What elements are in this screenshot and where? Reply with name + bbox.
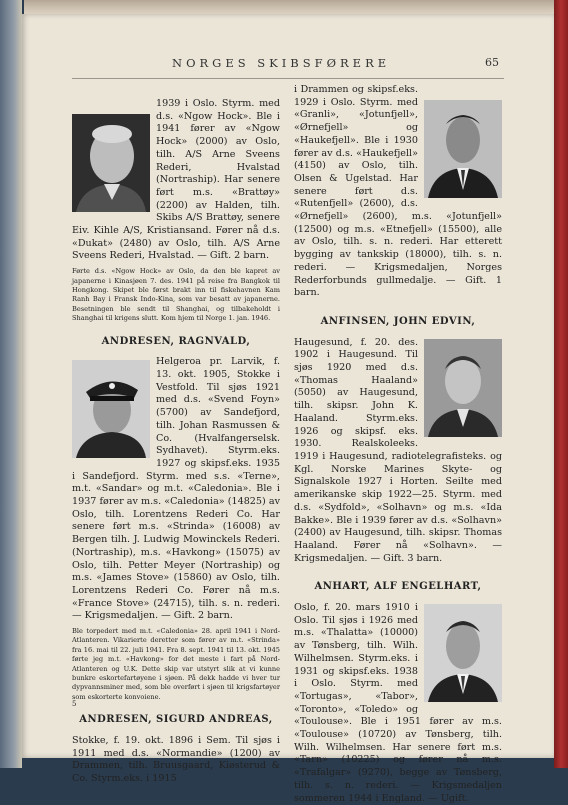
right-column	[294, 84, 502, 805]
entry-name-heading: ANDRESEN, SIGURD ANDREAS,	[79, 714, 273, 726]
entry-text: i Drammen og skipsf.eks. 1929 i Oslo. Styrm. med «Granli», «Jotunfjell», «Ørnefjell» og «Haukefjell». Ble i 1930 fører av d.s. «Haukefjell» (4150) av Oslo, tilh. Olsen & Ugelstad. Har senere ført d.s. «Rutenfjell» (2600), d.s. «Ørnefjell» (2600), m.s. «Jotunfjell» (12500) og m.s. «Etnefjell» (15500), alle av Oslo, tilh. s. n. rederi. Har etterett bygging av tankskip (18000), tilh. s. n. rederi. — Krigsmedaljen, Norges Rederforbunds gullmedalje. — Gift. 1 barn.	[294, 84, 502, 299]
left-column	[72, 84, 280, 786]
entry-anfinsen-john	[294, 337, 502, 566]
entry-name-heading: ANDRESEN, RAGNVALD,	[101, 335, 251, 347]
header-rule	[72, 78, 504, 79]
entry-andresen-ragnvald	[72, 356, 280, 702]
header-title: NORGES SKIBSFØRERE	[172, 56, 391, 70]
portrait-man-3-icon	[424, 339, 502, 437]
portrait-photo	[424, 604, 502, 702]
entry-text: Oslo, f. 20. mars 1910 i Oslo. Til sjøs i 1926 med m.s. «Thalatta» (10000) av Tønsberg, tilh. Wilh. Wilhelmsen. Styrm.eks. i 1931 og skipsf.eks. 1938 i Oslo. Styrm. med «Tortugas», «Tabor», «Toronto», «Toledo» og «Toulouse». Ble i 1951 fører av m.s. «Toulouse» (10720) av Tønsberg, tilh. Wilh. Wilhelmsen. Har senere ført m.s. «Tarn» (10225) og fører nå m.s. «Trafalgar» (9270), begge av Tønsberg, tilh. s. n. rederi. — Krigsmedaljen sommeren 1944 i England. — Ugift.	[294, 602, 502, 804]
portrait-man-2-icon	[424, 100, 502, 198]
entry-anhart-alf	[294, 602, 502, 805]
entry-continued-right	[294, 84, 502, 300]
portrait-photo	[72, 360, 150, 458]
entry-name-heading: ANHART, ALF ENGELHART,	[314, 581, 482, 593]
entry-text: Haugesund, f. 20. des. 1902 i Haugesund. Til sjøs 1920 med d.s. «Thomas Haaland» (5050) av Haugesund, tilh. skipsr. John K. Haaland. Styrm.eks. 1926 og skipsf. eks. 1930. Realskoleeks. 1919 i Haugesund, radiotelegrafisteks. og Kgl. Norske Marines Skyte- og Signalskole 1927 i Horten. Seilte med amerikanske skip 1922—25. Styrm. med d.s. «Sydfold», «Solhavn» og m.s. «Ida Bakke». Ble i 1939 fører av d.s. «Solhavn» (2400) av Haugesund, tilh. skipsr. Thomas Haaland. Fører nå «Solhavn». — Krigsmedaljen. — Gift. 3 barn.	[294, 336, 502, 564]
entry-note: Førte d.s. «Ngow Hock» av Oslo, da den ble kapret av japanerne i Kinasjøen 7. des. 1941 på reise fra Bangkok til Hongkong. Skipet ble først brakt inn til fiskehavnen Kam Ranh Bay i Fransk Indo-Kina, som var besatt av japanerne. Besetningen ble sendt til Shanghai, og tilbakeholdt i Shanghai til krigens slutt. Kom hjem til Norge 1. jan. 1946.	[72, 267, 280, 323]
signature-mark: 5	[72, 700, 77, 708]
book-binding	[0, 0, 22, 768]
portrait-man-4-icon	[424, 604, 502, 702]
book-page	[22, 14, 554, 804]
page-number: 65	[485, 56, 499, 69]
entry-text: 1939 i Oslo. Styrm. med d.s. «Ngow Hock». Ble i 1941 fører av «Ngow Hock» (2000) av Oslo, tilh. A/S Arne Sveens Rederi, Hvalstad (Nortraship). Har senere ført m.s. «Brattøy» (2200) av Halden, tilh. Skibs A/S Brattøy, senere Eiv. Kihle A/S, Kristiansand. Fører nå d.s. «Dukat» (2480) av Oslo, tilh. A/S Arne Sveens Rederi, Hvalstad. — Gift. 2 barn.	[72, 98, 280, 262]
entry-name-heading: ANFINSEN, JOHN EDVIN,	[320, 315, 476, 327]
portrait-captain-icon	[72, 360, 150, 458]
portrait-man-1-icon	[72, 114, 150, 212]
entry-text: Helgeroa pr. Larvik, f. 13. okt. 1905, Stokke i Vestfold. Til sjøs 1921 med d.s. «Svend Foyn» (5700) av Sandefjord, tilh. Johan Rasmussen & Co. (Hvalfangerselsk. Sydhavet). Styrm.eks. 1927 og skipsf.eks. 1935 i Sandefjord. Styrm. med s.s. «Terne», m.t. «Sandar» og m.t. «Caledonia». Ble i 1937 fører av m.s. «Caledonia» (14825) av Oslo, tilh. Lorentzens Rederi Co. Har senere ført m.s. «Strinda» (16008) av Bergen tilh. J. Ludwig Mowinckels Rederi. (Nortraship), m.s. «Havkong» (15075) av Oslo, tilh. Petter Meyer (Nortraship) og m.s. «James Stove» (15860) av Oslo, tilh. Lorentzens Rederi Co. Fører nå m.s. «France Stove» (24715), tilh. s. n. rederi. — Krigsmedaljen. — Gift. 2 barn.	[72, 356, 280, 622]
entry-continued-left	[72, 98, 280, 324]
portrait-photo	[424, 339, 502, 437]
book-cover-edge	[554, 0, 568, 768]
entry-note: Ble torpedert med m.t. «Caledonia» 28. april 1941 i Nord-Atlanteren. Vikarierte deretter som fører av m.t. «Strinda» fra 16. mai til 22. juli 1941. Fra 8. sept. 1941 til 13. okt. 1945 førte jeg m.t. «Havkong» for det meste i fart på Nord-Atlanteren og U.K. Dette skip var utstyrt slik at vi kunne bunkre eskortefartøyene i sjøen. På dekk hadde vi hver tur dypvannsminer med, som ble overført i sjøen til krigsfartøyer som eskorterte konvoiene.	[72, 627, 280, 701]
portrait-photo	[424, 100, 502, 198]
running-header	[22, 56, 554, 72]
entry-text: Stokke, f. 19. okt. 1896 i Sem. Til sjøs i 1911 med d.s. «Normandie» (1200) av Drammen, tilh. Bruusgaard, Kiøsterud & Co. Styrm.eks. i 1915	[72, 735, 280, 785]
entry-andresen-sigurd	[72, 735, 280, 786]
portrait-photo	[72, 114, 150, 212]
